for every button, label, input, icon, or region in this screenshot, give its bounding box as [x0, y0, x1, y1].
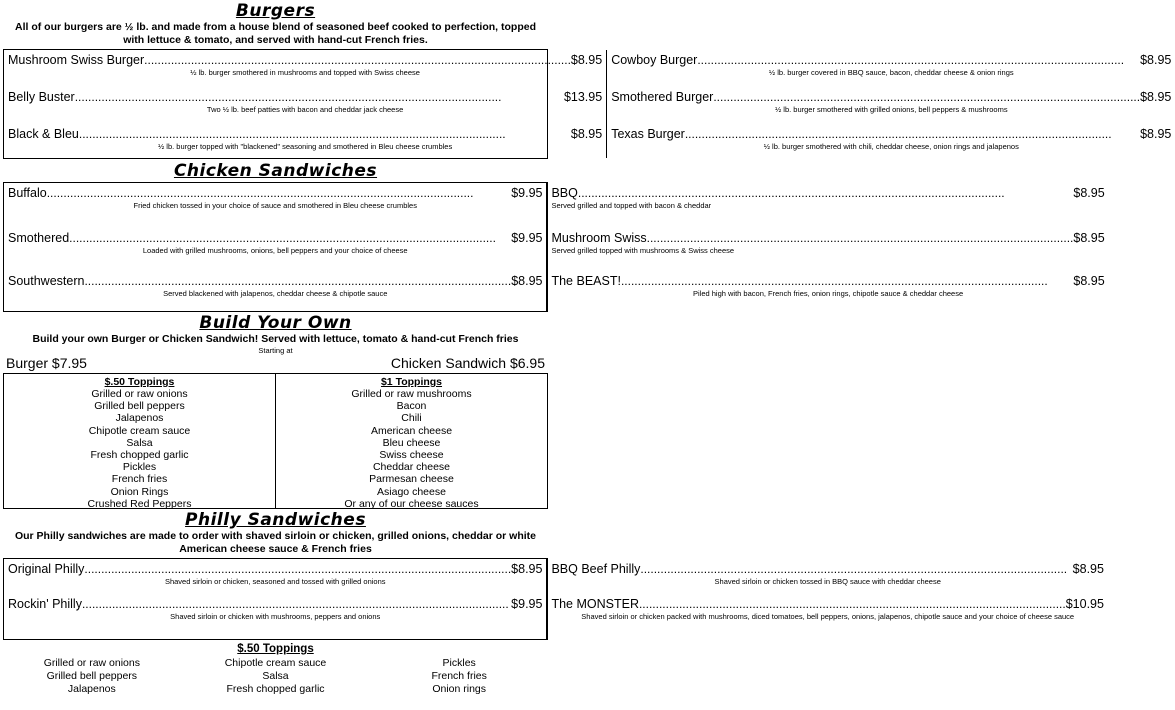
item-desc: Served grilled and topped with bacon & cheddar — [551, 201, 712, 210]
toppings-list — [8, 388, 271, 510]
philly-title: Philly Sandwiches — [185, 510, 366, 530]
menu-item — [8, 562, 542, 594]
item-name: Smothered — [8, 231, 70, 245]
menu-item — [551, 231, 1104, 271]
item-name: The MONSTER — [551, 597, 639, 611]
item-price: $8.95 — [1072, 562, 1104, 576]
topping-item: Chili — [401, 412, 422, 425]
topping-item: American cheese — [370, 424, 453, 437]
byo-title: Build Your Own — [199, 313, 352, 333]
item-desc: ½ lb. burger smothered in mushrooms and topped with Swiss cheese — [190, 68, 420, 77]
philly-toppings — [0, 657, 551, 696]
topping-item: Bleu cheese — [382, 436, 441, 449]
topping-item: Jalapenos — [115, 412, 164, 425]
toppings-list — [280, 388, 543, 510]
topping-item: Swiss cheese — [379, 449, 444, 462]
toppings-title: $1 Toppings — [380, 376, 443, 388]
menu-item — [8, 127, 602, 152]
chicken-box — [3, 182, 1105, 312]
menu-item — [8, 53, 602, 87]
topping-item: Grilled or raw mushrooms — [351, 388, 472, 400]
topping-item: Chipotle cream sauce — [224, 657, 327, 669]
topping-item: Jalapenos — [67, 683, 116, 695]
item-desc: Shaved sirloin or chicken, seasoned and tossed with grilled onions — [164, 577, 386, 586]
item-name: Rockin' Philly — [8, 597, 82, 611]
topping-item: Or any of our cheese sauces — [344, 497, 479, 510]
item-price: $9.95 — [511, 231, 543, 245]
philly-box — [3, 558, 1104, 640]
toppings-col — [0, 657, 184, 696]
item-price: $9.95 — [511, 597, 543, 611]
menu-item — [8, 186, 542, 228]
byo-price-row — [0, 355, 551, 371]
item-price: $8.95 — [1140, 53, 1172, 67]
item-name: Original Philly — [8, 562, 85, 576]
philly-toppings-title: $.50 Toppings — [237, 643, 314, 655]
item-name: BBQ Beef Philly — [551, 562, 641, 576]
topping-item: Fresh chopped garlic — [90, 449, 189, 462]
topping-item: Onion rings — [432, 683, 487, 695]
philly-section — [0, 510, 1104, 696]
byo-starting: Starting at — [258, 346, 293, 355]
byo-right-col — [276, 374, 547, 508]
byo-burger-price: Burger $7.95 — [6, 355, 87, 371]
topping-item: Asiago cheese — [377, 485, 446, 498]
item-desc: ½ lb. burger smothered with chili, cheddar cheese, onion rings and jalapenos — [763, 142, 1019, 151]
item-desc: Loaded with grilled mushrooms, onions, bell peppers and your choice of cheese — [142, 246, 408, 255]
topping-item: Chipotle cream sauce — [88, 424, 191, 437]
item-price: $8.95 — [1140, 90, 1172, 104]
item-name: Black & Bleu — [8, 127, 79, 141]
menu-item — [551, 274, 1104, 299]
topping-item: Bacon — [396, 400, 427, 413]
item-price: $10.95 — [1065, 597, 1104, 611]
topping-item: Grilled or raw onions — [43, 657, 140, 669]
chicken-section — [0, 161, 1105, 312]
topping-item: Onion Rings — [110, 485, 169, 498]
item-price: $8.95 — [570, 127, 603, 141]
byo-section — [0, 314, 551, 509]
item-name: The BEAST! — [551, 274, 621, 288]
item-price: $8.95 — [570, 53, 603, 67]
chicken-right-col — [547, 183, 1108, 311]
item-name: Belly Buster — [8, 90, 75, 104]
topping-item: Salsa — [262, 670, 289, 682]
toppings-title: $.50 Toppings — [104, 376, 175, 388]
item-desc: Shaved sirloin or chicken packed with mushrooms, diced tomatoes, bell peppers, onions, jalapenos, chipotle sauce and your choice of cheese sauce — [581, 612, 1075, 621]
topping-item: Fresh chopped garlic — [226, 683, 325, 695]
topping-item: Grilled bell peppers — [46, 670, 138, 682]
byo-chicken-price: Chicken Sandwich $6.95 — [390, 355, 545, 371]
item-desc: ½ lb. burger topped with "blackened" seasoning and smothered in Bleu cheese crumbles — [157, 142, 453, 151]
menu-item — [611, 90, 1171, 124]
menu-item — [611, 53, 1171, 87]
item-desc: Piled high with bacon, French fries, onion rings, chipotle sauce & cheddar cheese — [692, 289, 964, 298]
item-price: $8.95 — [1140, 127, 1172, 141]
burgers-left-col — [4, 50, 607, 158]
topping-item: Grilled bell peppers — [94, 400, 185, 413]
topping-item: Salsa — [126, 436, 153, 449]
item-desc: Shaved sirloin or chicken with mushrooms, peppers and onions — [170, 612, 381, 621]
item-desc: Served blackened with jalapenos, cheddar cheese & chipotle sauce — [163, 289, 388, 298]
item-price: $9.95 — [511, 186, 543, 200]
item-desc: ½ lb. burger covered in BBQ sauce, bacon, cheddar cheese & onion rings — [768, 68, 1014, 77]
item-desc: Served grilled topped with mushrooms & Swiss cheese — [551, 246, 735, 255]
item-name: Texas Burger — [611, 127, 685, 141]
byo-box — [3, 373, 548, 509]
item-desc: ½ lb. burger smothered with grilled onions, bell peppers & mushrooms — [774, 105, 1008, 114]
item-price: $13.95 — [563, 90, 603, 104]
chicken-title: Chicken Sandwiches — [173, 161, 378, 181]
topping-item: French fries — [431, 670, 487, 682]
topping-item: Grilled or raw onions — [91, 388, 188, 400]
item-price: $8.95 — [1073, 231, 1105, 245]
menu-item — [8, 274, 542, 299]
burgers-box — [3, 49, 1172, 159]
menu-item — [551, 186, 1104, 228]
menu-item — [8, 597, 542, 622]
item-name: Southwestern — [8, 274, 85, 288]
item-price: $8.95 — [1073, 186, 1105, 200]
menu-item — [551, 562, 1104, 594]
philly-intro: Our Philly sandwiches are made to order with shaved sirloin or chicken, grilled onions, cheddar or white American cheese sauce & French fries — [14, 530, 537, 555]
item-price: $8.95 — [1073, 274, 1105, 288]
menu-item — [611, 127, 1171, 152]
burgers-intro: All of our burgers are ½ lb. and made from a house blend of seasoned beef cooked to perfection, topped with lettuce & tomato, and served with hand-cut French fries. — [15, 21, 536, 46]
menu-item — [8, 90, 602, 124]
item-name: Smothered Burger — [611, 90, 714, 104]
chicken-left-col — [4, 183, 547, 311]
byo-left-col — [4, 374, 276, 508]
topping-item: Parmesan cheese — [369, 473, 454, 486]
toppings-col — [184, 657, 368, 696]
topping-item: Pickles — [442, 657, 476, 669]
topping-item: Cheddar cheese — [372, 461, 451, 474]
item-desc: Shaved sirloin or chicken tossed in BBQ sauce with cheddar cheese — [714, 577, 941, 586]
item-name: Mushroom Swiss Burger — [8, 53, 145, 67]
burgers-title: Burgers — [235, 1, 316, 21]
item-price: $8.95 — [511, 274, 543, 288]
toppings-col — [367, 657, 551, 696]
item-desc: Two ½ lb. beef patties with bacon and cheddar jack cheese — [206, 105, 404, 114]
item-price: $8.95 — [511, 562, 543, 576]
item-name: BBQ — [551, 186, 578, 200]
menu-item — [8, 231, 542, 271]
item-name: Cowboy Burger — [611, 53, 698, 67]
byo-intro: Build your own Burger or Chicken Sandwich! Served with lettuce, tomato & hand-cut French fries — [32, 333, 519, 345]
item-desc: Fried chicken tossed in your choice of sauce and smothered in Bleu cheese crumbles — [133, 201, 417, 210]
menu-item — [551, 597, 1104, 622]
philly-left-col — [4, 559, 547, 639]
burgers-section — [0, 1, 1172, 159]
philly-right-col — [547, 559, 1108, 639]
topping-item: Pickles — [122, 461, 157, 474]
topping-item: Crushed Red Peppers — [87, 497, 192, 510]
topping-item: French fries — [111, 473, 168, 486]
item-name: Buffalo — [8, 186, 47, 200]
item-name: Mushroom Swiss — [551, 231, 647, 245]
burgers-right-col — [607, 50, 1175, 158]
